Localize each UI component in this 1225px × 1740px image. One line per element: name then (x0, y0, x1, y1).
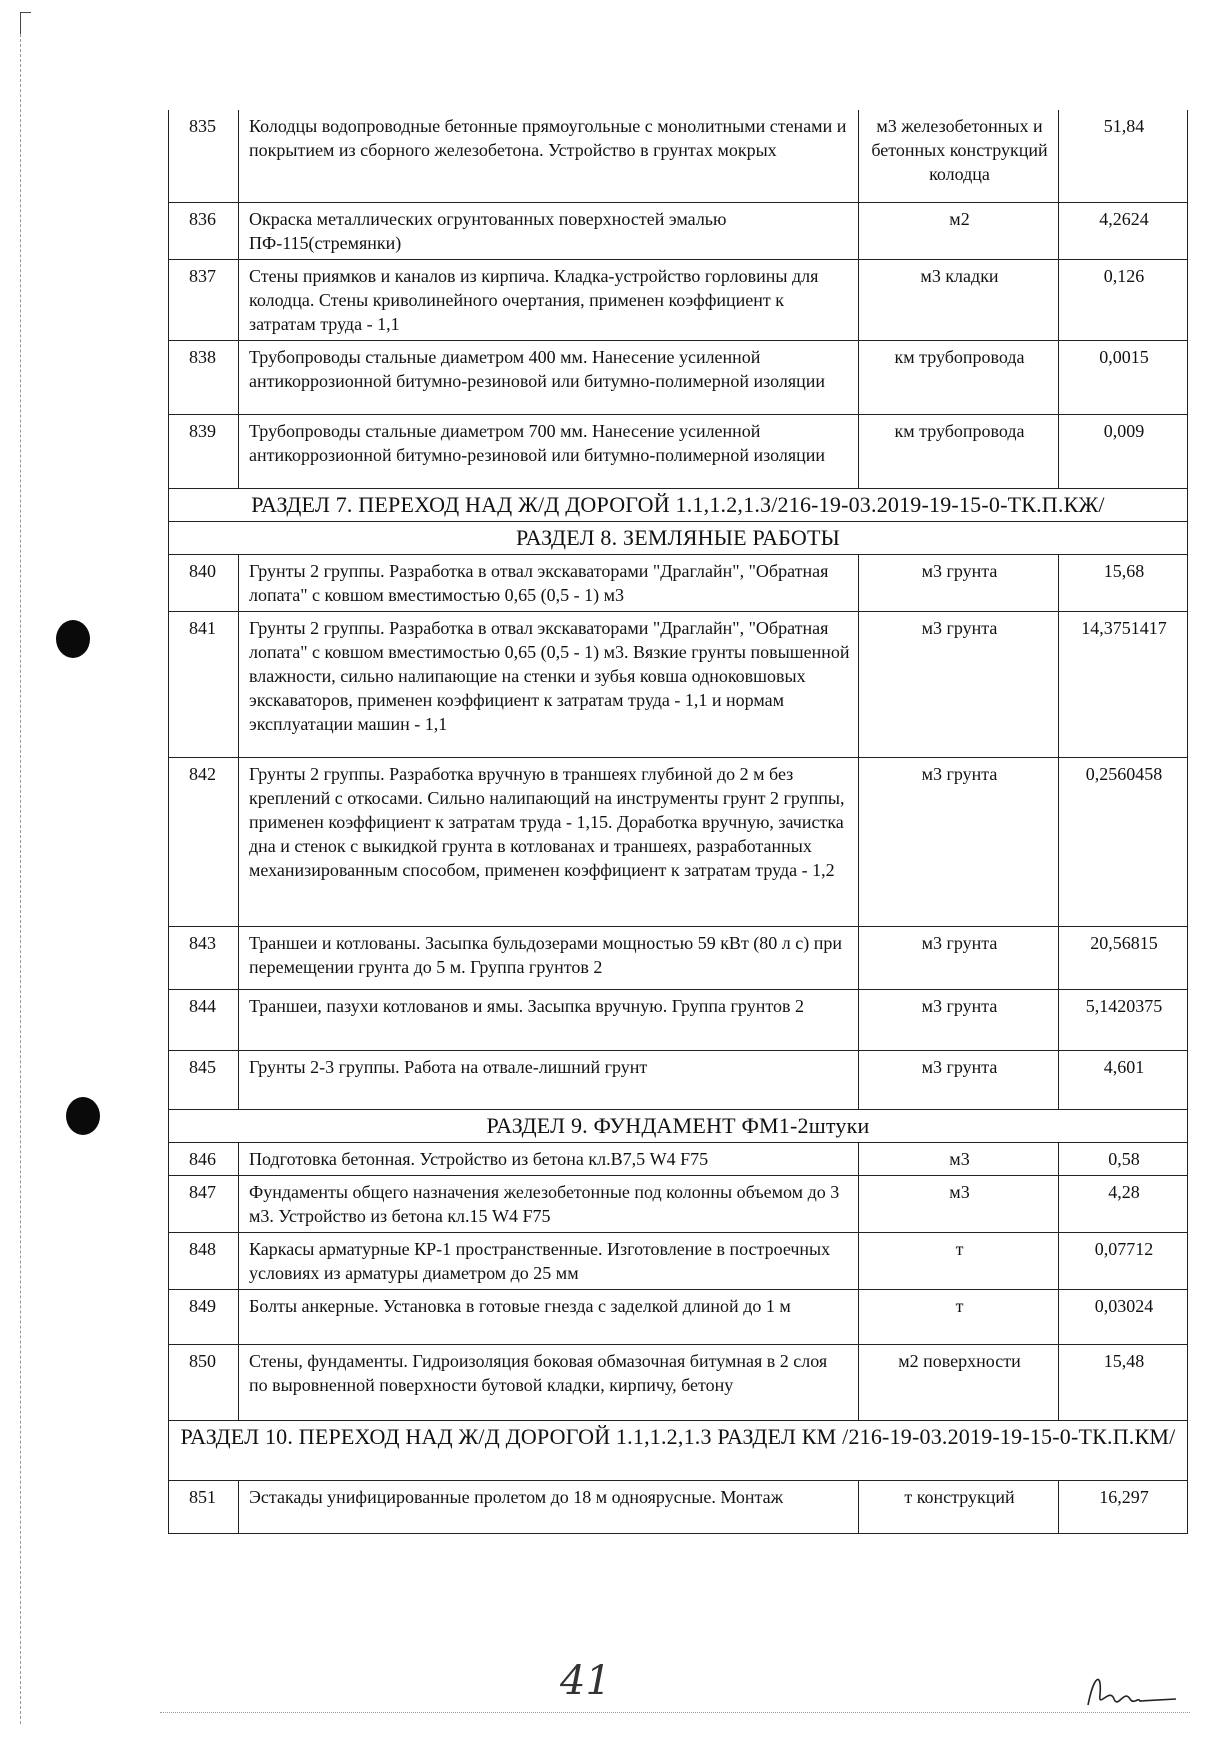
work-description: Стены приямков и каналов из кирпича. Кладка-устройство горловины для колодца. Стены криволинейного очертания, применен коэффициент к затратам труда - 1,1 (239, 260, 859, 340)
unit-of-measure: м3 грунта (859, 555, 1059, 611)
row-number: 840 (169, 555, 239, 611)
work-description: Траншеи, пазухи котлованов и ямы. Засыпка вручную. Группа грунтов 2 (239, 990, 859, 1050)
table-row (169, 612, 1187, 758)
row-number: 842 (169, 758, 239, 926)
unit-of-measure: м2 поверхности (859, 1345, 1059, 1420)
work-description: Грунты 2-3 группы. Работа на отвале-лишний грунт (239, 1051, 859, 1109)
unit-of-measure: м3 кладки (859, 260, 1059, 340)
estimate-table (168, 110, 1188, 1534)
table-row (169, 990, 1187, 1051)
row-number: 851 (169, 1481, 239, 1533)
table-row (169, 758, 1187, 927)
table-row (169, 110, 1187, 203)
table-row (169, 203, 1187, 260)
row-number: 837 (169, 260, 239, 340)
row-number: 847 (169, 1176, 239, 1232)
work-description: Фундаменты общего назначения железобетонные под колонны объемом до 3 м3. Устройство из бетона кл.15 W4 F75 (239, 1176, 859, 1232)
quantity: 15,68 (1103, 561, 1145, 581)
table-row (169, 555, 1187, 612)
work-description: Подготовка бетонная. Устройство из бетона кл.В7,5 W4 F75 (239, 1143, 859, 1175)
unit-of-measure: т конструкций (859, 1481, 1059, 1533)
section-header: РАЗДЕЛ 10. ПЕРЕХОД НАД Ж/Д ДОРОГОЙ 1.1,1.2,1.3 РАЗДЕЛ КМ /216-19-03.2019-19-15-0-ТК.П.КМ/ (169, 1421, 1187, 1481)
quantity: 0,58 (1108, 1149, 1140, 1169)
quantity: 0,126 (1103, 266, 1145, 286)
row-number: 850 (169, 1345, 239, 1420)
row-number: 843 (169, 927, 239, 989)
unit-of-measure: м3 грунта (859, 1051, 1059, 1109)
signature (1080, 1665, 1190, 1713)
work-description: Болты анкерные. Установка в готовые гнезда с заделкой длиной до 1 м (239, 1290, 859, 1344)
scan-corner-mark (20, 12, 31, 35)
table-row (169, 927, 1187, 990)
table-row (169, 1176, 1187, 1233)
table-row (169, 1481, 1187, 1534)
unit-of-measure: км трубопровода (859, 341, 1059, 414)
unit-of-measure: км трубопровода (859, 415, 1059, 488)
quantity: 51,84 (1103, 116, 1145, 136)
unit-of-measure: м3 грунта (859, 927, 1059, 989)
work-description: Каркасы арматурные КР-1 пространственные. Изготовление в построечных условиях из арматуры диаметром до 25 мм (239, 1233, 859, 1289)
quantity: 4,2624 (1099, 209, 1149, 229)
work-description: Грунты 2 группы. Разработка вручную в траншеях глубиной до 2 м без креплений с откосами. Сильно налипающий на инструменты грунт 2 группы, применен коэффициент к затратам труда - 1,15. Доработка вручную, зачистка дна и стенок с выкидкой грунта в котлованах и траншеях, разработанных механизированным способом, применен коэффициент к затратам труда - 1,2 (239, 758, 859, 926)
unit-of-measure: м3 (859, 1143, 1059, 1175)
table-row (169, 1143, 1187, 1176)
row-number: 836 (169, 203, 239, 259)
unit-of-measure: м3 грунта (859, 612, 1059, 757)
row-number: 845 (169, 1051, 239, 1109)
quantity: 14,3751417 (1081, 618, 1167, 638)
work-description: Трубопроводы стальные диаметром 700 мм. Нанесение усиленной антикоррозионной битумно-резиновой или битумно-полимерной изоляции (239, 415, 859, 488)
quantity: 0,07712 (1094, 1239, 1154, 1259)
work-description: Траншеи и котлованы. Засыпка бульдозерами мощностью 59 кВт (80 л с) при перемещении грунта до 5 м. Группа грунтов 2 (239, 927, 859, 989)
table-row (169, 415, 1187, 489)
row-number: 848 (169, 1233, 239, 1289)
row-number: 849 (169, 1290, 239, 1344)
row-number: 846 (169, 1143, 239, 1175)
unit-of-measure: т (859, 1290, 1059, 1344)
unit-of-measure: м3 грунта (859, 990, 1059, 1050)
quantity: 16,297 (1099, 1487, 1149, 1507)
unit-of-measure: м3 железобетонных и бетонных конструкций колодца (859, 110, 1059, 202)
section-header: РАЗДЕЛ 8. ЗЕМЛЯНЫЕ РАБОТЫ (169, 522, 1187, 555)
table-row (169, 1345, 1187, 1421)
quantity: 5,1420375 (1085, 996, 1163, 1016)
row-number: 838 (169, 341, 239, 414)
table-row (169, 1290, 1187, 1345)
row-number: 841 (169, 612, 239, 757)
page-number: 41 (560, 1658, 611, 1704)
row-number: 844 (169, 990, 239, 1050)
unit-of-measure: м3 грунта (859, 758, 1059, 926)
table-row (169, 260, 1187, 341)
quantity: 4,601 (1103, 1057, 1145, 1077)
bottom-edge (160, 1712, 1190, 1713)
scan-edge-line (20, 34, 21, 1724)
punch-hole (56, 620, 90, 658)
quantity: 0,2560458 (1085, 764, 1163, 784)
work-description: Стены, фундаменты. Гидроизоляция боковая обмазочная битумная в 2 слоя по выровненной поверхности бутовой кладки, кирпичу, бетону (239, 1345, 859, 1420)
unit-of-measure: м3 (859, 1176, 1059, 1232)
work-description: Окраска металлических огрунтованных поверхностей эмалью ПФ-115(стремянки) (239, 203, 859, 259)
quantity: 15,48 (1103, 1351, 1145, 1371)
quantity: 0,009 (1103, 421, 1145, 441)
work-description: Эстакады унифицированные пролетом до 18 м одноярусные. Монтаж (239, 1481, 859, 1533)
work-description: Трубопроводы стальные диаметром 400 мм. Нанесение усиленной антикоррозионной битумно-резиновой или битумно-полимерной изоляции (239, 341, 859, 414)
quantity: 20,56815 (1090, 933, 1158, 953)
work-description: Грунты 2 группы. Разработка в отвал экскаваторами "Драглайн", "Обратная лопата" с ковшом вместимостью 0,65 (0,5 - 1) м3. Вязкие грунты повышенной влажности, сильно налипающие на стенки и зубья ковша одноковшовых экскаваторов, применен коэффициент к затратам труда - 1,1 и нормам эксплуатации машин - 1,1 (239, 612, 859, 757)
row-number: 839 (169, 415, 239, 488)
table-row (169, 341, 1187, 415)
work-description: Грунты 2 группы. Разработка в отвал экскаваторами "Драглайн", "Обратная лопата" с ковшом вместимостью 0,65 (0,5 - 1) м3 (239, 555, 859, 611)
section-header: РАЗДЕЛ 7. ПЕРЕХОД НАД Ж/Д ДОРОГОЙ 1.1,1.2,1.3/216-19-03.2019-19-15-0-ТК.П.КЖ/ (169, 489, 1187, 522)
quantity: 0,0015 (1099, 347, 1149, 367)
punch-hole (66, 1097, 100, 1135)
table-row (169, 1233, 1187, 1290)
quantity: 0,03024 (1094, 1296, 1154, 1316)
row-number: 835 (169, 110, 239, 202)
table-row (169, 1051, 1187, 1110)
quantity: 4,28 (1108, 1182, 1140, 1202)
section-header: РАЗДЕЛ 9. ФУНДАМЕНТ ФМ1-2штуки (169, 1110, 1187, 1143)
unit-of-measure: м2 (859, 203, 1059, 259)
unit-of-measure: т (859, 1233, 1059, 1289)
work-description: Колодцы водопроводные бетонные прямоугольные с монолитными стенами и покрытием из сборного железобетона. Устройство в грунтах мокрых (239, 110, 859, 202)
